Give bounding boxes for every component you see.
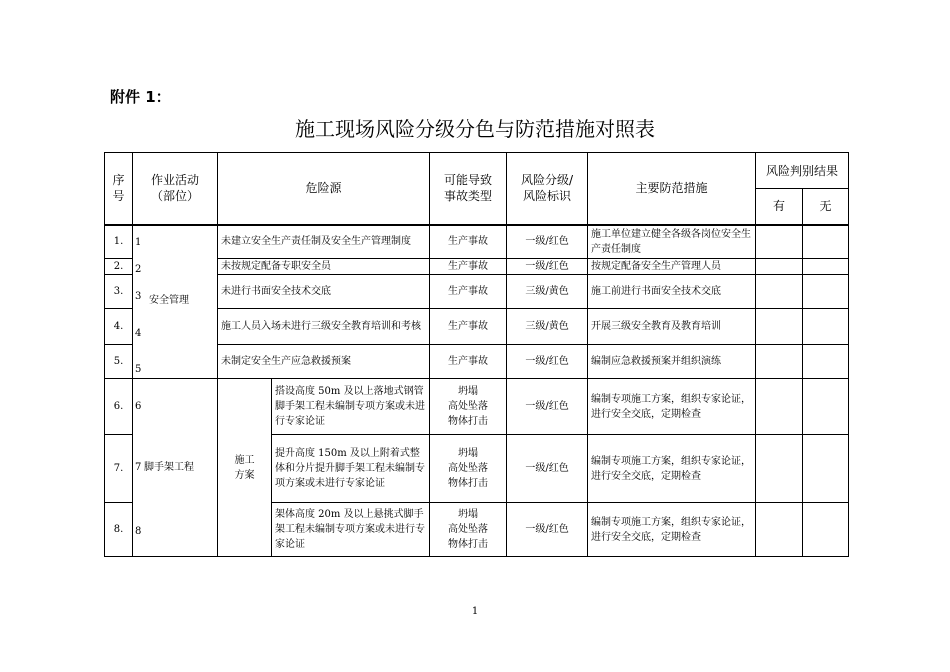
row-yes-cell — [756, 275, 803, 309]
row-seq: 4. — [105, 309, 133, 345]
row-level: 一级/红色 — [507, 345, 588, 379]
row-accident: 坍塌 高处坠落 物体打击 — [430, 435, 507, 503]
header-seq: 序 号 — [105, 153, 133, 225]
row-measure: 施工单位建立健全各级各岗位安全生产责任制度 — [588, 225, 756, 259]
row-level: 一级/红色 — [507, 379, 588, 435]
item-number: 7 — [135, 462, 142, 473]
header-activity: 作业活动 （部位） — [133, 153, 218, 225]
group-label: 脚手架工程 — [144, 462, 194, 473]
row-accident: 坍塌 高处坠落 物体打击 — [430, 503, 507, 557]
item-number: 6 — [135, 401, 142, 412]
header-yes: 有 — [756, 189, 803, 225]
header-hazard: 危险源 — [218, 153, 430, 225]
row-accident: 生产事故 — [430, 275, 507, 309]
row-measure: 开展三级安全教育及教育培训 — [588, 309, 756, 345]
row-level: 一级/红色 — [507, 435, 588, 503]
row-no-cell — [803, 379, 849, 435]
row-hazard: 施工人员入场未进行三级安全教育培训和考核 — [218, 309, 430, 345]
table-row — [105, 379, 849, 435]
row-seq: 1. — [105, 225, 133, 259]
page-number: 1 — [471, 606, 479, 617]
annex-label: 附件 1： — [110, 88, 171, 106]
table-row — [105, 225, 849, 259]
item-number: 2 — [135, 263, 142, 275]
row-measure: 编制专项施工方案，组织专家论证，进行安全交底，定期检查 — [588, 503, 756, 557]
row-yes-cell — [756, 379, 803, 435]
row-hazard: 架体高度 20m 及以上悬挑式脚手架工程未编制专项方案或未进行专家论证 — [272, 503, 430, 557]
row-yes-cell — [756, 225, 803, 259]
header-judgement: 风险判别结果 — [756, 153, 849, 189]
row-measure: 编制专项施工方案，组织专家论证，进行安全交底，定期检查 — [588, 435, 756, 503]
document-title: 施工现场风险分级分色与防范措施对照表 — [295, 117, 655, 141]
row-measure: 施工前进行书面安全技术交底 — [588, 275, 756, 309]
row-hazard: 未制定安全生产应急救援预案 — [218, 345, 430, 379]
row-no-cell — [803, 345, 849, 379]
item-number: 5 — [135, 363, 142, 375]
item-number: 3 — [135, 290, 142, 302]
header-accident: 可能导致 事故类型 — [430, 153, 507, 225]
row-no-cell — [803, 275, 849, 309]
row-seq: 3. — [105, 275, 133, 309]
activity-safety-management — [133, 225, 218, 379]
row-yes-cell — [756, 309, 803, 345]
row-accident: 坍塌 高处坠落 物体打击 — [430, 379, 507, 435]
row-no-cell — [803, 435, 849, 503]
row-hazard: 搭设高度 50m 及以上落地式钢管脚手架工程未编制专项方案或未进行专家论证 — [272, 379, 430, 435]
row-seq: 7. — [105, 435, 133, 503]
row-level: 三级/黄色 — [507, 309, 588, 345]
row-yes-cell — [756, 259, 803, 275]
activity-scaffold — [133, 379, 218, 557]
construction-plan-label: 施工 方案 — [218, 379, 272, 557]
row-seq: 6. — [105, 379, 133, 435]
row-accident: 生产事故 — [430, 309, 507, 345]
risk-table — [104, 152, 849, 557]
row-hazard: 未按规定配备专职安全员 — [218, 259, 430, 275]
row-level: 一级/红色 — [507, 259, 588, 275]
row-no-cell — [803, 259, 849, 275]
row-level: 一级/红色 — [507, 503, 588, 557]
row-seq: 5. — [105, 345, 133, 379]
row-no-cell — [803, 225, 849, 259]
row-accident: 生产事故 — [430, 225, 507, 259]
row-no-cell — [803, 309, 849, 345]
header-level: 风险分级/ 风险标识 — [507, 153, 588, 225]
row-level: 三级/黄色 — [507, 275, 588, 309]
row-level: 一级/红色 — [507, 225, 588, 259]
group-label: 安全管理 — [149, 294, 189, 306]
header-no: 无 — [803, 189, 849, 225]
row-seq: 2. — [105, 259, 133, 275]
item-number: 1 — [135, 236, 142, 248]
row-seq: 8. — [105, 503, 133, 557]
row-yes-cell — [756, 435, 803, 503]
row-measure: 按规定配备安全生产管理人员 — [588, 259, 756, 275]
row-yes-cell — [756, 345, 803, 379]
row-no-cell — [803, 503, 849, 557]
row-accident: 生产事故 — [430, 345, 507, 379]
row-yes-cell — [756, 503, 803, 557]
row-measure: 编制专项施工方案，组织专家论证，进行安全交底，定期检查 — [588, 379, 756, 435]
row-hazard: 提升高度 150m 及以上附着式整体和分片提升脚手架工程未编制专项方案或未进行专家论证 — [272, 435, 430, 503]
row-measure: 编制应急救援预案并组织演练 — [588, 345, 756, 379]
item-number: 4 — [135, 327, 142, 339]
header-measures: 主要防范措施 — [588, 153, 756, 225]
row-hazard: 未建立安全生产责任制及安全生产管理制度 — [218, 225, 430, 259]
row-accident: 生产事故 — [430, 259, 507, 275]
item-number: 8 — [135, 526, 142, 537]
row-hazard: 未进行书面安全技术交底 — [218, 275, 430, 309]
